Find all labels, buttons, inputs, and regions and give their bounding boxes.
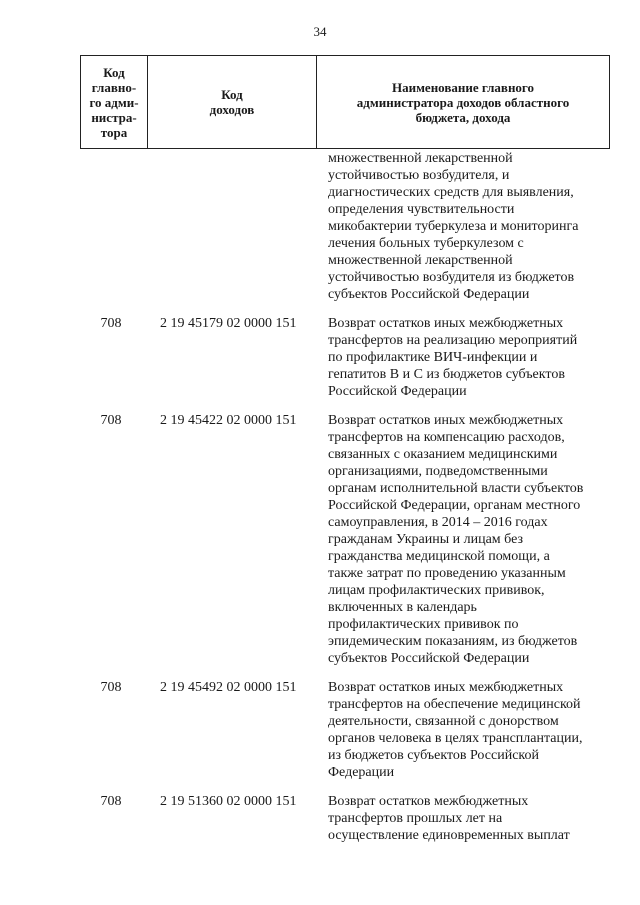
- income-code-cell: 2 19 45179 02 0000 151: [160, 316, 297, 331]
- header-admin-code-line: Код: [103, 64, 125, 80]
- description-line: субъектов Российской Федерации: [328, 651, 530, 666]
- table-body: [80, 150, 610, 844]
- description-cell: [326, 679, 610, 781]
- admin-code-cell: [80, 150, 142, 303]
- description-line: трансфертов на обеспечение медицинской: [328, 697, 581, 712]
- description-line: эпидемическим показаниям, из бюджетов: [328, 634, 578, 649]
- description-line: определения чувствительности: [328, 202, 515, 217]
- description-cell: [326, 315, 610, 400]
- page-number: 34: [313, 24, 327, 39]
- table-row: [80, 679, 610, 781]
- description-line: лицам профилактических прививок,: [328, 583, 545, 598]
- description-line: Возврат остатков иных межбюджетных: [328, 316, 564, 331]
- description-line: Возврат остатков иных межбюджетных: [328, 413, 564, 428]
- header-name-line: администратора доходов областного: [356, 94, 570, 110]
- description-line: лечения больных туберкулезом с: [328, 236, 524, 251]
- description-line: устойчивостью возбудителя, и: [328, 168, 510, 183]
- description-line: гражданам Украины и лицам без: [328, 532, 524, 547]
- description-line: включенных в календарь: [328, 600, 477, 615]
- description-cell: [326, 150, 610, 303]
- header-admin-code-line: главно-: [91, 79, 137, 95]
- header-admin-code-line: го адми-: [89, 94, 139, 110]
- description-line: Российской Федерации, органам местного: [328, 498, 581, 513]
- table-row: [80, 412, 610, 667]
- header-name-line: Наименование главного: [391, 79, 535, 95]
- description-line: трансфертов прошлых лет на: [328, 811, 503, 826]
- header-name: [317, 56, 610, 149]
- description-line: Федерации: [328, 765, 395, 780]
- description-cell: [326, 412, 610, 667]
- description-line: микобактерии туберкулеза и мониторинга: [328, 219, 579, 234]
- description-line: множественной лекарственной: [328, 253, 513, 268]
- description-line: субъектов Российской Федерации: [328, 287, 530, 302]
- continuation-row: [80, 150, 610, 303]
- admin-code-cell: 708: [100, 794, 122, 809]
- description-line: Возврат остатков межбюджетных: [328, 794, 529, 809]
- description-line: Российской Федерации: [328, 384, 467, 399]
- header-admin-code-line: тора: [100, 124, 128, 140]
- description-line: гражданства медицинской помощи, а: [328, 549, 550, 564]
- admin-code-cell: 708: [100, 680, 122, 695]
- income-code-cell: 2 19 45492 02 0000 151: [160, 680, 297, 695]
- description-line: самоуправления, в 2014 – 2016 годах: [328, 515, 548, 530]
- admin-code-cell: 708: [100, 316, 122, 331]
- header-income-code-line: доходов: [209, 102, 255, 117]
- description-line: из бюджетов субъектов Российской: [328, 748, 539, 763]
- description-line: также затрат по проведению указанным: [328, 566, 566, 581]
- header-income-code: [148, 56, 317, 149]
- admin-code-cell: 708: [100, 413, 122, 428]
- description-line: множественной лекарственной: [328, 151, 513, 166]
- table-header: [80, 55, 610, 149]
- description-line: Возврат остатков иных межбюджетных: [328, 680, 564, 695]
- description-line: деятельности, связанной с донорством: [328, 714, 559, 729]
- description-line: трансфертов на компенсацию расходов,: [328, 430, 565, 445]
- header-admin-code: [81, 56, 148, 149]
- description-line: органов человека в целях трансплантации,: [328, 731, 583, 746]
- header-admin-code-line: нистра-: [91, 109, 137, 125]
- description-cell: [326, 793, 610, 844]
- table-row: [80, 315, 610, 400]
- income-code-cell: 2 19 51360 02 0000 151: [160, 794, 297, 809]
- table-row: [80, 793, 610, 844]
- income-code-cell: [142, 150, 326, 303]
- description-line: осуществление единовременных выплат: [328, 828, 570, 843]
- description-line: органам исполнительной власти субъектов: [328, 481, 584, 496]
- description-line: трансфертов на реализацию мероприятий: [328, 333, 578, 348]
- description-line: связанных с оказанием медицинскими: [328, 447, 558, 462]
- description-line: гепатитов В и С из бюджетов субъектов: [328, 367, 565, 382]
- description-line: устойчивостью возбудителя из бюджетов: [328, 270, 575, 285]
- description-line: по профилактике ВИЧ-инфекции и: [328, 350, 538, 365]
- header-income-code-line: Код: [221, 87, 243, 102]
- description-line: организациями, подведомственными: [328, 464, 548, 479]
- description-line: профилактических прививок по: [328, 617, 519, 632]
- income-code-cell: 2 19 45422 02 0000 151: [160, 413, 297, 428]
- description-line: диагностических средств для выявления,: [328, 185, 574, 200]
- header-name-line: бюджета, дохода: [415, 109, 511, 125]
